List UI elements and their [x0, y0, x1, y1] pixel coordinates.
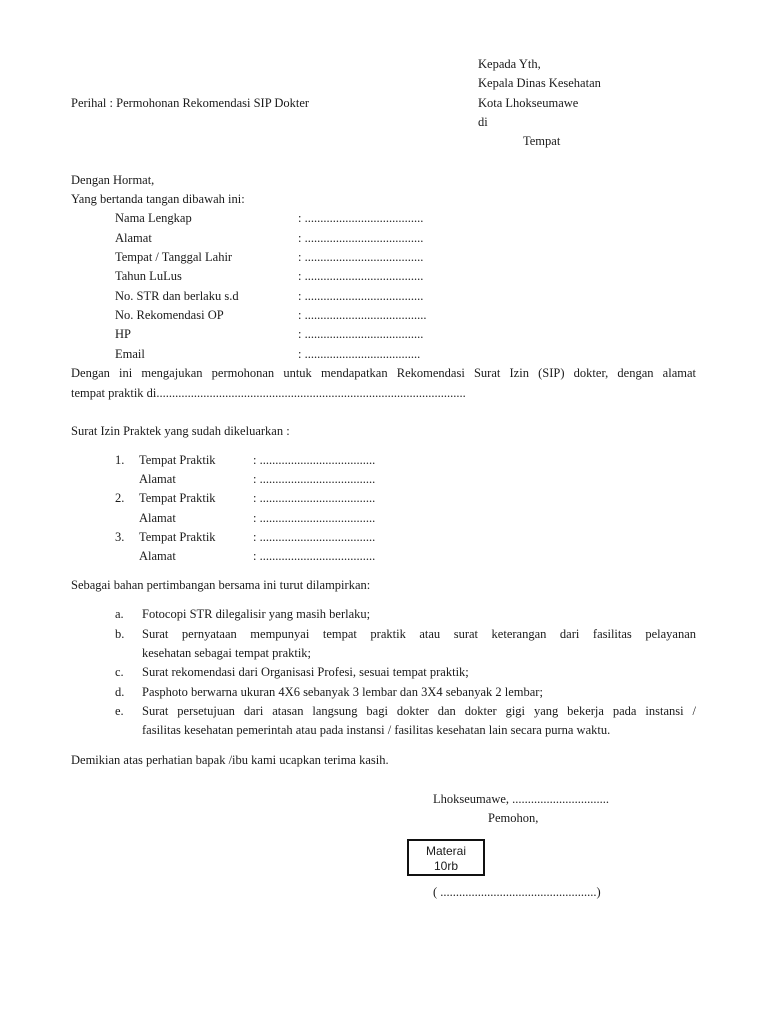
attachment-marker: d. — [115, 685, 125, 699]
stamp-value: 10rb — [433, 859, 459, 873]
practice-number: 3. — [115, 530, 125, 544]
field-value-birth: : ...................................... — [298, 250, 424, 264]
letter-subject: Perihal : Permohonan Rekomendasi SIP Dokter — [71, 96, 310, 110]
attachment-item: Pasphoto berwarna ukuran 4X6 sebanyak 3 lembar dan 3X4 sebanyak 2 lembar; — [142, 685, 543, 699]
practice-place-label: Tempat Praktik — [139, 453, 216, 467]
recipient-line-2: Kepala Dinas Kesehatan — [478, 76, 601, 90]
request-text-line-2: tempat praktik di................................................................................................... — [71, 386, 466, 400]
attachment-marker: b. — [115, 627, 125, 641]
attachment-item: Surat persetujuan dari atasan langsung bagi dokter dan dokter gigi yang bekerja pada instansi / — [142, 704, 696, 718]
greeting: Dengan Hormat, — [71, 173, 155, 187]
attachment-item-continued: fasilitas kesehatan pemerintah atau pada instansi / fasilitas kesehatan lain secara purna waktu. — [142, 723, 611, 737]
practice-place-label: Tempat Praktik — [139, 491, 216, 505]
attachment-marker: c. — [115, 665, 124, 679]
field-label-email: Email — [115, 347, 145, 361]
closing-text: Demikian atas perhatian bapak /ibu kami ucapkan terima kasih. — [71, 753, 389, 767]
recipient-line-4: di — [478, 115, 488, 129]
attachment-item: Fotocopi STR dilegalisir yang masih berlaku; — [142, 607, 371, 621]
practice-address-value: : ..................................... — [253, 549, 376, 563]
field-value-address: : ...................................... — [298, 231, 424, 245]
stamp-duty-box — [407, 839, 485, 876]
recipient-line-1: Kepada Yth, — [478, 57, 541, 71]
field-label-op: No. Rekomendasi OP — [115, 308, 224, 322]
signature-name-line: ( ..................................................) — [433, 885, 601, 899]
attachment-marker: a. — [115, 607, 124, 621]
issued-heading: Surat Izin Praktek yang sudah dikeluarkan : — [71, 424, 290, 438]
attachments-heading: Sebagai bahan pertimbangan bersama ini turut dilampirkan: — [71, 578, 371, 592]
attachment-item: Surat rekomendasi dari Organisasi Profesi, sesuai tempat praktik; — [142, 665, 469, 679]
field-label-str: No. STR dan berlaku s.d — [115, 289, 239, 303]
attachment-item-continued: kesehatan sebagai tempat praktik; — [142, 646, 312, 660]
field-label-name: Nama Lengkap — [115, 211, 192, 225]
practice-place-value: : ..................................... — [253, 530, 376, 544]
signature-role: Pemohon, — [488, 811, 539, 825]
attachment-marker: e. — [115, 704, 124, 718]
practice-address-label: Alamat — [139, 472, 176, 486]
field-value-graduation: : ...................................... — [298, 269, 424, 283]
field-label-hp: HP — [115, 327, 131, 341]
field-label-birth: Tempat / Tanggal Lahir — [115, 250, 233, 264]
field-value-hp: : ...................................... — [298, 327, 424, 341]
practice-place-value: : ..................................... — [253, 453, 376, 467]
practice-address-value: : ..................................... — [253, 511, 376, 525]
practice-address-value: : ..................................... — [253, 472, 376, 486]
field-value-name: : ...................................... — [298, 211, 424, 225]
practice-place-label: Tempat Praktik — [139, 530, 216, 544]
signature-place-date: Lhokseumawe, ............................... — [433, 792, 610, 806]
field-value-email: : ..................................... — [298, 347, 421, 361]
field-label-address: Alamat — [115, 231, 152, 245]
field-value-op: : ....................................... — [298, 308, 427, 322]
practice-number: 1. — [115, 453, 125, 467]
request-text-line-1: Dengan ini mengajukan permohonan untuk mendapatkan Rekomendasi Surat Izin (SIP) dokter, dengan alamat — [71, 366, 696, 380]
practice-address-label: Alamat — [139, 549, 176, 563]
field-label-graduation: Tahun LuLus — [115, 269, 182, 283]
intro-text: Yang bertanda tangan dibawah ini: — [71, 192, 245, 206]
practice-address-label: Alamat — [139, 511, 176, 525]
recipient-line-5: Tempat — [523, 134, 561, 148]
recipient-line-3: Kota Lhokseumawe — [478, 96, 579, 110]
stamp-label: Materai — [425, 844, 466, 858]
practice-place-value: : ..................................... — [253, 491, 376, 505]
field-value-str: : ...................................... — [298, 289, 424, 303]
practice-number: 2. — [115, 491, 125, 505]
attachment-item: Surat pernyataan mempunyai tempat praktik atau surat keterangan dari fasilitas pelayanan — [142, 627, 696, 641]
